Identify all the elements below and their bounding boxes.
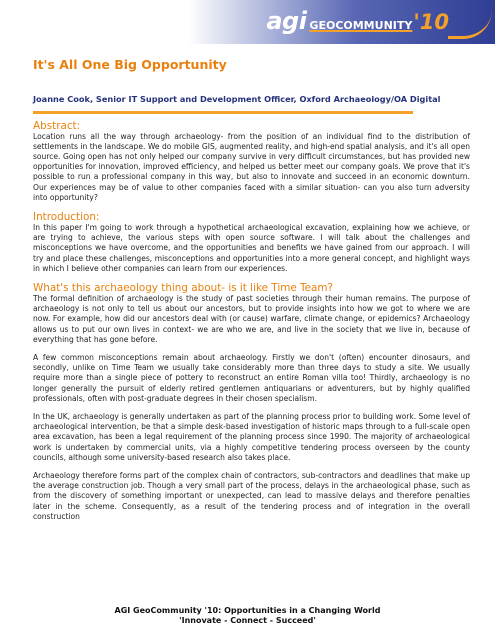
body-paragraph: The formal definition of archaeology is the study of past societies through their human remains. The purpose of archaeology is not only to tell us about our ancestors, but to provide insights into how we got to where we are now. For example, how did our ancestors deal with (or cause) warfare, climate change, or epidemics? Archaeology allows us to put our own lives in context- we are who we are, and live in the society that we live in, because of everything that has gone before. (33, 293, 470, 344)
logo-geocommunity-text: GEOCOMMUNITY (309, 19, 413, 32)
body-paragraph: A few common misconceptions remain about archaeology. Firstly we don't (often) encounter dinosaurs, and secondly, unlike on Time Team we usually take considerably more than three days to study a site. We usually require more than a single piece of pottery to reconstruct an entire Roman villa too! Thirdly, archaeology is no longer generally the pursuit of elderly retired gentlemen antiquarians or adventurers, but by highly qualified professionals, often with post-graduate degrees in their chosen specialism. (33, 352, 470, 403)
document-title: It's All One Big Opportunity (33, 57, 227, 72)
logo-agi-text: agi (266, 7, 307, 35)
document-body (33, 52, 470, 530)
body-paragraph: In the UK, archaeology is generally undertaken as part of the planning process prior to building work. Some level of archaeological intervention, be that a simple desk-based investigation of historic maps through to a full-scale open area excavation, has been a legal requirement of the planning process since 1990. The majority of archaeological work is undertaken by commercial units, via a highly competitive tendering process overseen by the county councils, although some university-based research also takes place. (33, 411, 470, 462)
body-paragraph: Archaeology therefore forms part of the complex chain of contractors, sub-contractors and deadlines that make up the average construction job. Though a very small part of the process, delays in the archaeological phase, such as from the discovery of something important or unexpected, can lead to massive delays and therefore penalties later in the scheme. Consequently, as a result of the tendering process and of integration in the overall construction (33, 470, 470, 521)
logo-swoosh-icon (448, 10, 492, 39)
introduction-heading: Introduction: (33, 210, 100, 223)
footer-conference-line: AGI GeoCommunity '10: Opportunities in a Changing World (114, 606, 381, 615)
introduction-paragraph: In this paper I'm going to work through a hypothetical archaeological excavation, explaining how we achieve, or are trying to achieve, the various steps with open source software. I will talk about the challenges and misconceptions we have overcome, and the opportunities and benefits we have gained from our approach. I will try and place these challenges, misconceptions and opportunities into a more general concept, and highlight ways in which I believe other companies can learn from our experiences. (33, 222, 470, 273)
header-banner (0, 0, 495, 44)
author-line: Joanne Cook, Senior IT Support and Development Officer, Oxford Archaeology/OA Digital (33, 94, 441, 104)
agi-geocommunity-logo (266, 7, 449, 35)
section-heading: What's this archaeology thing about- is it like Time Team? (33, 281, 334, 294)
footer-tagline: 'Innovate - Connect - Succeed' (179, 616, 316, 625)
page-footer (0, 606, 495, 626)
abstract-heading: Abstract: (33, 119, 81, 132)
abstract-paragraph: Location runs all the way through archaeology- from the position of an individual find to the distribution of settlements in the landscape. We do mobile GIS, augmented reality, and high-end spatial analysis, and it's all open source. Going open has not only helped our company survive in very difficult circumstances, but has provided new opportunities for innovation, improved efficiency, and helped us better meet our company goals. We prove that it's possible to run a professional company in this way, but also to innovate and succeed in an economic downturn. Our experiences may be of value to other companies faced with a similar situation- can you also turn adversity into opportunity? (33, 131, 470, 202)
title-divider (33, 111, 413, 114)
logo-year-text: '10 (413, 10, 449, 34)
